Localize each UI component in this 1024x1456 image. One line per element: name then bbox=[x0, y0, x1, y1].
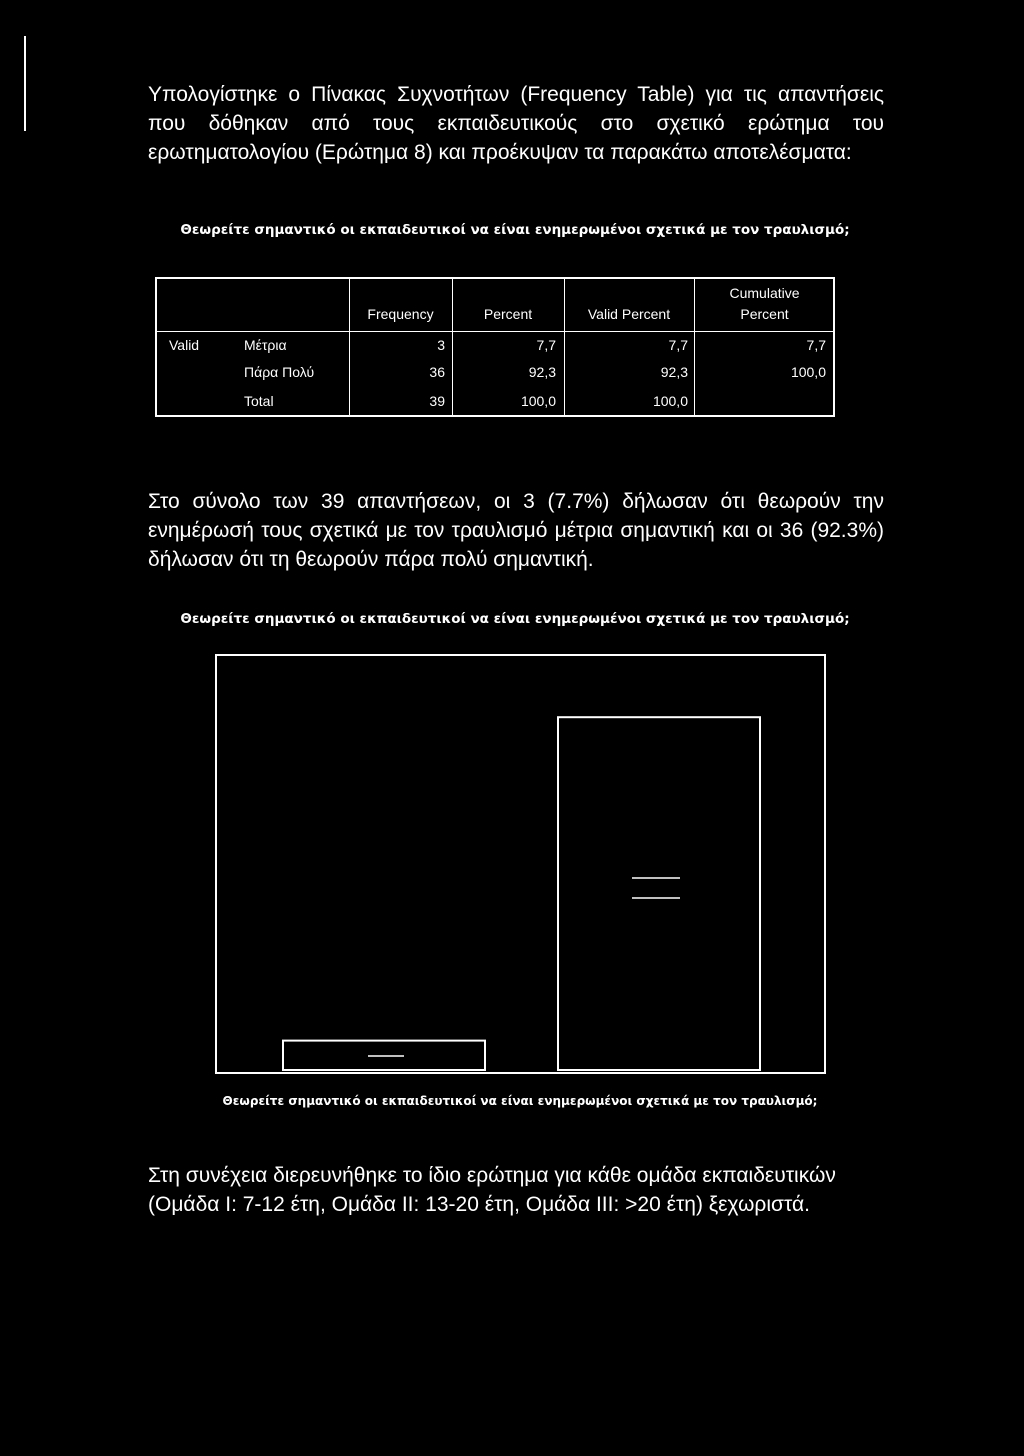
row-frequency: 36 bbox=[429, 364, 445, 380]
row-cumulative: 100,0 bbox=[790, 364, 826, 380]
row-label: Πάρα Πολύ bbox=[244, 364, 315, 380]
intro-paragraph: Υπολογίστηκε ο Πίνακας Συχνοτήτων (Frequency Table) για τις απαντήσεις που δόθηκαν από τους εκπαιδευτικούς στο σχετικό ερώτημα του ερωτηματολογίου (Ερώτημα 8) και προέκυψαν τα παρακάτω αποτελέσματα: bbox=[148, 83, 884, 164]
row-percent: 7,7 bbox=[536, 337, 556, 353]
row-label: Total bbox=[244, 393, 274, 409]
row-frequency: 3 bbox=[437, 337, 445, 353]
header-frequency: Frequency bbox=[367, 306, 434, 322]
row-label: Μέτρια bbox=[244, 337, 287, 353]
row-percent: 100,0 bbox=[520, 393, 556, 409]
bar-group bbox=[283, 717, 760, 1070]
bar-2 bbox=[558, 717, 760, 1070]
header-valid-percent: Valid Percent bbox=[587, 306, 671, 322]
group-label-valid: Valid bbox=[169, 337, 200, 353]
table-title: Θεωρείτε σημαντικό οι εκπαιδευτικοί να είναι ενημερωμένοι σχετικά με τον τραυλισμό; bbox=[180, 222, 850, 238]
row-valid-percent: 92,3 bbox=[660, 364, 688, 380]
summary-paragraph: Στο σύνολο των 39 απαντήσεων, οι 3 (7.7%) δήλωσαν ότι θεωρούν την ενημέρωσή τους σχετικά με τον τραυλισμό μέτρια σημαντική και οι 36 (92.3%) δήλωσαν ότι τη θεωρούν πάρα πολύ σημαντική. bbox=[148, 490, 884, 571]
chart-x-axis-label: Θεωρείτε σημαντικό οι εκπαιδευτικοί να είναι ενημερωμένοι σχετικά με τον τραυλισμό; bbox=[222, 1094, 818, 1108]
row-valid-percent: 7,7 bbox=[668, 337, 688, 353]
chart-title: Θεωρείτε σημαντικό οι εκπαιδευτικοί να είναι ενημερωμένοι σχετικά με τον τραυλισμό; bbox=[180, 611, 850, 627]
header-cumulative: Percent bbox=[740, 306, 789, 322]
header-cumulative: Cumulative bbox=[729, 285, 800, 301]
row-frequency: 39 bbox=[429, 393, 445, 409]
row-percent: 92,3 bbox=[528, 364, 556, 380]
row-cumulative: 7,7 bbox=[806, 337, 826, 353]
row-valid-percent: 100,0 bbox=[652, 393, 688, 409]
closing-paragraph: Στη συνέχεια διερευνήθηκε το ίδιο ερώτημα για κάθε ομάδα εκπαιδευτικών (Ομάδα Ι: 7-12 έτη, Ομάδα ΙΙ: 13-20 έτη, Ομάδα ΙΙΙ: >20 έτη) ξεχωριστά. bbox=[148, 1164, 836, 1216]
header-percent: Percent bbox=[483, 306, 533, 322]
